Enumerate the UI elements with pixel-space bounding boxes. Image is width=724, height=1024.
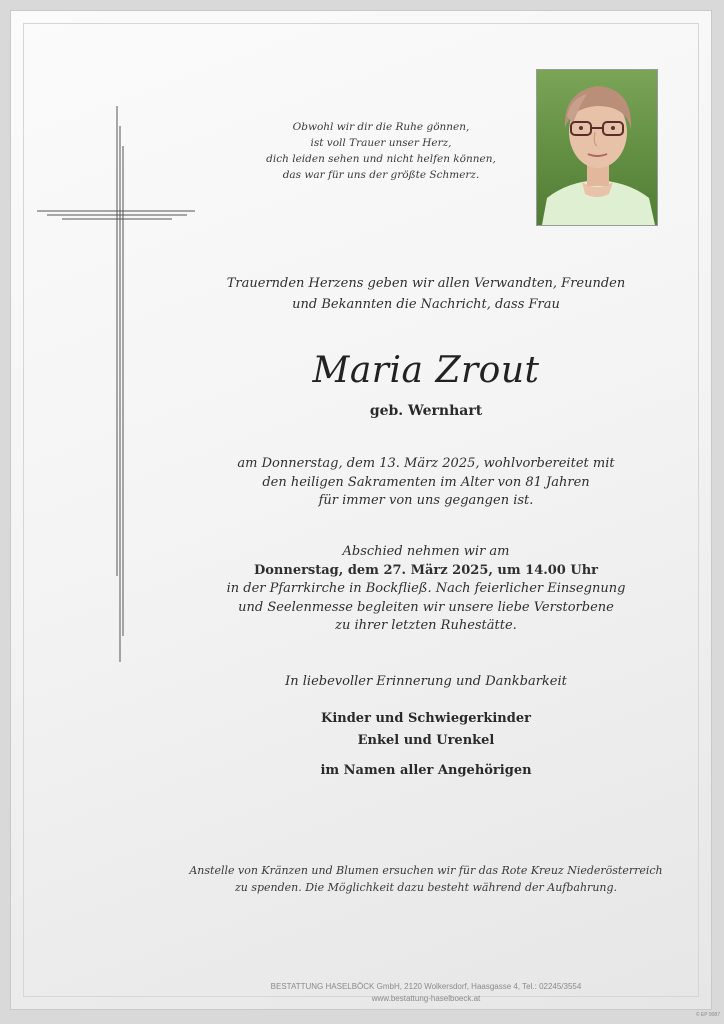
poem-line: Obwohl wir dir die Ruhe gönnen,	[292, 121, 470, 133]
funeral-date-time: Donnerstag, dem 27. März 2025, um 14.00 Uhr	[253, 562, 599, 578]
funeral-line: und Seelenmesse begleiten wir unsere liebe Verstorbene	[238, 599, 614, 615]
death-notice-line: den heiligen Sakramenten im Alter von 81 Jahren	[262, 474, 590, 490]
intro-line: Trauernden Herzens geben wir allen Verwandten, Freunden	[226, 276, 626, 291]
mourner-line: Kinder und Schwiegerkinder	[321, 711, 531, 726]
footer-website[interactable]: www.bestattung-haselboeck.at	[371, 994, 481, 1003]
donation-line: zu spenden. Die Möglichkeit dazu besteht während der Aufbahrung.	[234, 881, 618, 894]
donation-line: Anstelle von Kränzen und Blumen ersuchen wir für das Rote Kreuz Niederösterreich	[189, 864, 663, 877]
donation-note	[131, 862, 721, 896]
portrait-illustration	[537, 70, 657, 225]
footer	[161, 981, 691, 1005]
mourner-line: Enkel und Urenkel	[357, 733, 495, 748]
poem-line: dich leiden sehen und nicht helfen können,	[266, 153, 496, 165]
intro-line: und Bekannten die Nachricht, dass Frau	[292, 297, 560, 312]
portrait-photo	[536, 69, 658, 226]
print-code: © EP 9087	[695, 1012, 720, 1018]
maiden-name: geb. Wernhart	[369, 403, 483, 419]
footer-company: BESTATTUNG HASELBÖCK GmbH, 2120 Wolkersdorf, Haasgasse 4, Tel.: 02245/3554	[270, 982, 582, 991]
death-notice	[161, 455, 691, 511]
poem	[241, 119, 521, 183]
deceased-name: Maria Zrout	[312, 350, 540, 391]
poem-line: ist voll Trauer unser Herz,	[310, 137, 452, 149]
funeral-line: zu ihrer letzten Ruhestätte.	[335, 618, 517, 633]
intro-text	[161, 273, 691, 315]
obituary-sheet	[10, 10, 712, 1010]
death-notice-line: für immer von uns gegangen ist.	[318, 493, 534, 508]
memory-text: In liebevoller Erinnerung und Dankbarkeit	[285, 674, 567, 689]
death-notice-line: am Donnerstag, dem 13. März 2025, wohlvorbereitet mit	[237, 456, 615, 471]
mourners	[161, 708, 691, 782]
funeral-info	[161, 543, 691, 636]
poem-line: das war für uns der größte Schmerz.	[282, 169, 480, 181]
funeral-line: in der Pfarrkirche in Bockfließ. Nach feierlicher Einsegnung	[226, 581, 626, 596]
funeral-intro: Abschied nehmen wir am	[342, 544, 510, 559]
mourner-line: im Namen aller Angehörigen	[320, 763, 532, 778]
